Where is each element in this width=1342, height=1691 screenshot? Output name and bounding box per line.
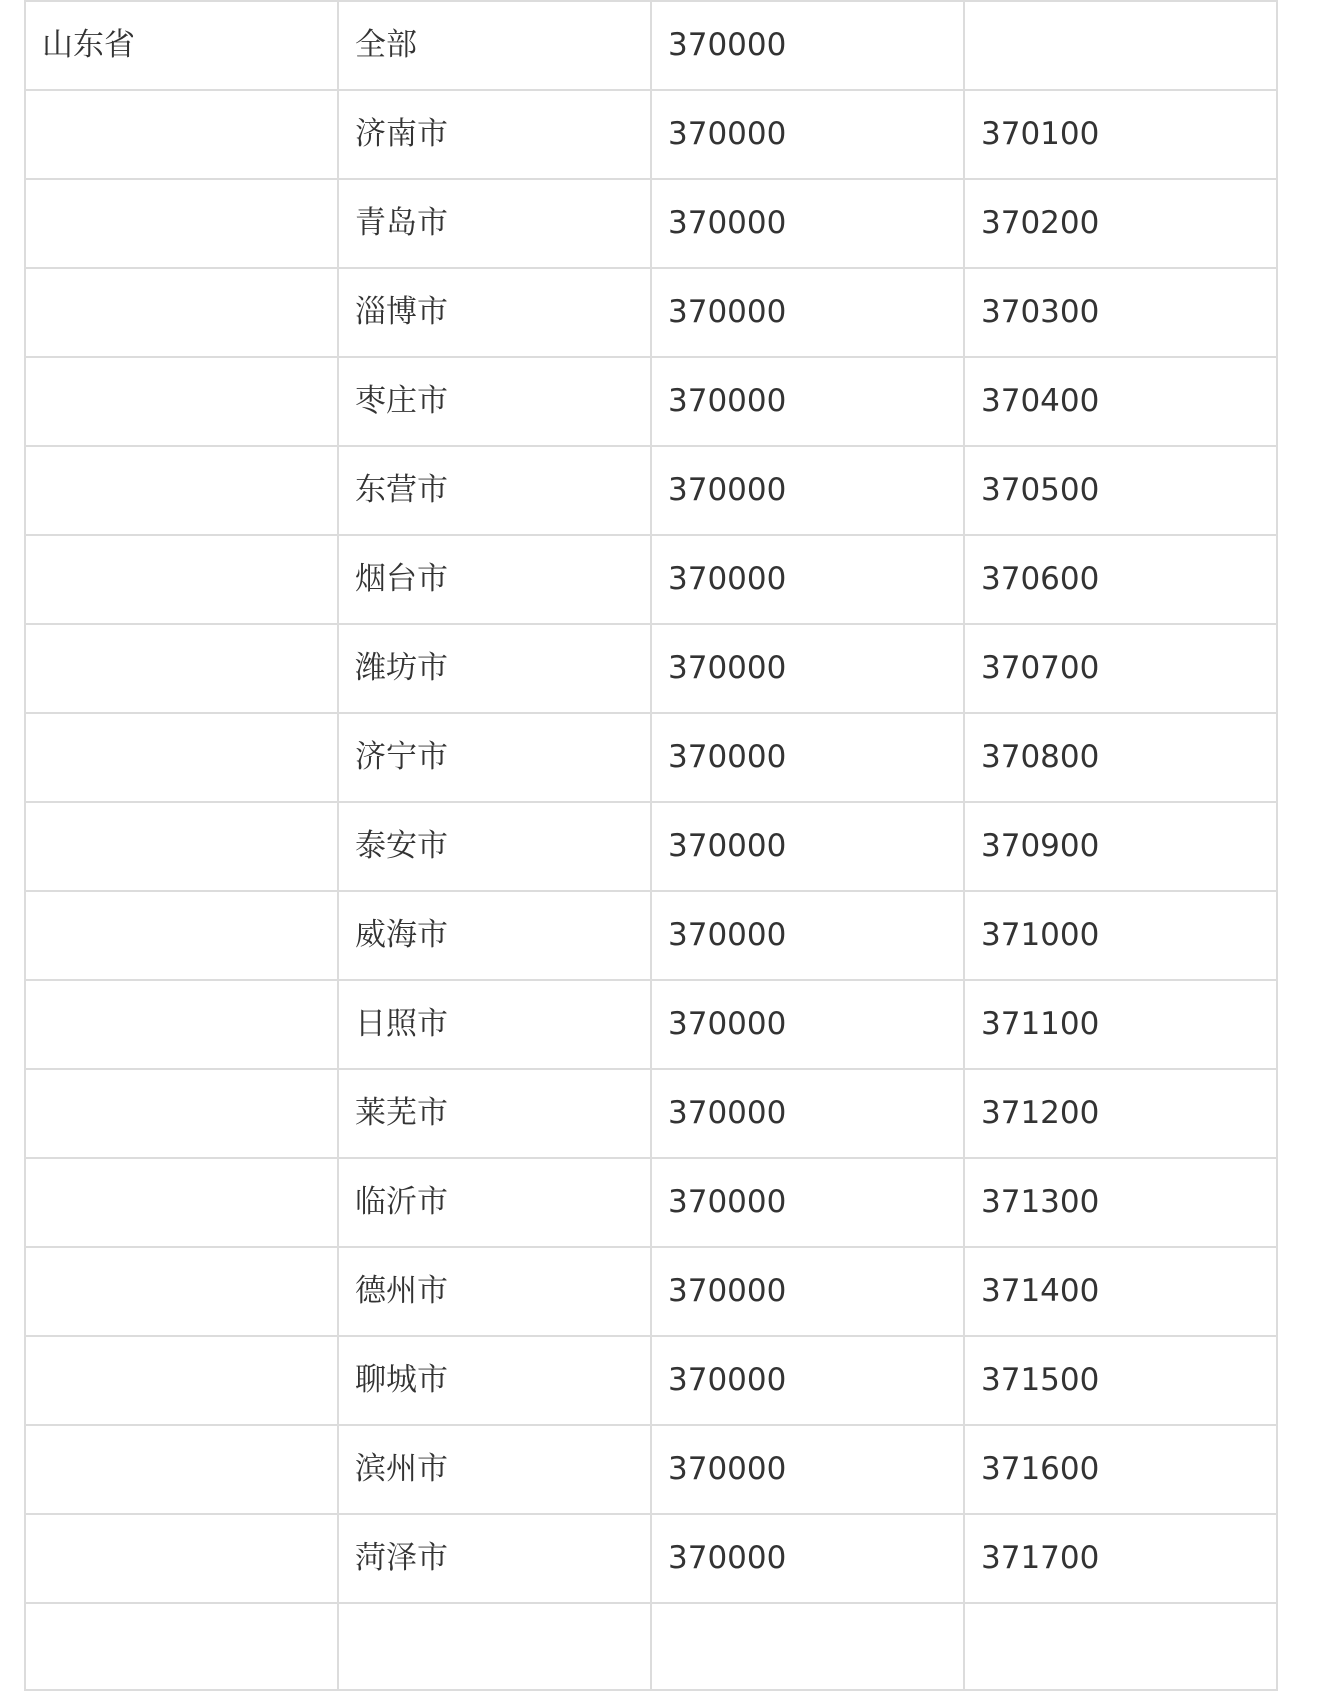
province-code-cell: 370000	[651, 1514, 964, 1603]
table-row	[25, 1158, 1277, 1247]
city-code-cell: 370500	[964, 446, 1277, 535]
table-row	[25, 1425, 1277, 1514]
province-code-cell: 370000	[651, 624, 964, 713]
table-row	[25, 357, 1277, 446]
city-cell: 威海市	[338, 891, 651, 980]
province-code-cell: 370000	[651, 1069, 964, 1158]
province-code-cell: 370000	[651, 1425, 964, 1514]
city-code-cell: 371500	[964, 1336, 1277, 1425]
city-code-cell: 371000	[964, 891, 1277, 980]
province-cell	[25, 179, 338, 268]
city-cell	[338, 1603, 651, 1690]
province-code-cell: 370000	[651, 891, 964, 980]
province-code-cell: 370000	[651, 1247, 964, 1336]
province-cell	[25, 535, 338, 624]
city-code-cell: 370300	[964, 268, 1277, 357]
province-cell	[25, 446, 338, 535]
table-row	[25, 891, 1277, 980]
city-cell: 潍坊市	[338, 624, 651, 713]
province-cell	[25, 1425, 338, 1514]
city-cell: 日照市	[338, 980, 651, 1069]
province-cell	[25, 1514, 338, 1603]
city-code-cell: 370900	[964, 802, 1277, 891]
province-cell	[25, 802, 338, 891]
province-code-cell: 370000	[651, 980, 964, 1069]
province-code-cell: 370000	[651, 179, 964, 268]
city-cell: 德州市	[338, 1247, 651, 1336]
city-cell: 济宁市	[338, 713, 651, 802]
city-cell: 全部	[338, 1, 651, 90]
table-row	[25, 980, 1277, 1069]
table-row	[25, 1069, 1277, 1158]
province-cell	[25, 891, 338, 980]
region-code-table	[24, 0, 1278, 1691]
table-row	[25, 268, 1277, 357]
city-cell: 青岛市	[338, 179, 651, 268]
city-code-cell: 371600	[964, 1425, 1277, 1514]
table-row	[25, 1247, 1277, 1336]
province-cell	[25, 713, 338, 802]
province-cell	[25, 1336, 338, 1425]
table-row	[25, 1514, 1277, 1603]
province-code-cell: 370000	[651, 1, 964, 90]
table-row	[25, 1, 1277, 90]
city-code-cell: 371700	[964, 1514, 1277, 1603]
province-code-cell: 370000	[651, 90, 964, 179]
province-cell	[25, 1069, 338, 1158]
city-cell: 莱芜市	[338, 1069, 651, 1158]
table-body	[25, 0, 1277, 1690]
city-cell: 济南市	[338, 90, 651, 179]
city-code-cell: 371100	[964, 980, 1277, 1069]
table-row	[25, 90, 1277, 179]
province-code-cell: 370000	[651, 713, 964, 802]
region-code-table-container	[24, 0, 1276, 1691]
city-code-cell: 370100	[964, 90, 1277, 179]
province-cell	[25, 357, 338, 446]
table-row	[25, 624, 1277, 713]
city-code-cell: 371300	[964, 1158, 1277, 1247]
province-code-cell: 370000	[651, 357, 964, 446]
province-cell	[25, 90, 338, 179]
city-cell: 淄博市	[338, 268, 651, 357]
province-cell	[25, 268, 338, 357]
table-row	[25, 802, 1277, 891]
city-cell: 东营市	[338, 446, 651, 535]
city-cell: 烟台市	[338, 535, 651, 624]
province-cell	[25, 1603, 338, 1690]
province-code-cell: 370000	[651, 268, 964, 357]
province-cell	[25, 980, 338, 1069]
city-code-cell: 370200	[964, 179, 1277, 268]
city-cell: 临沂市	[338, 1158, 651, 1247]
province-code-cell: 370000	[651, 1158, 964, 1247]
province-code-cell: 370000	[651, 1336, 964, 1425]
table-row	[25, 179, 1277, 268]
city-code-cell: 370700	[964, 624, 1277, 713]
province-code-cell: 370000	[651, 446, 964, 535]
province-cell	[25, 1158, 338, 1247]
province-cell	[25, 624, 338, 713]
table-row	[25, 1336, 1277, 1425]
province-code-cell: 370000	[651, 802, 964, 891]
table-row	[25, 446, 1277, 535]
city-code-cell	[964, 1603, 1277, 1690]
city-cell: 滨州市	[338, 1425, 651, 1514]
province-code-cell	[651, 1603, 964, 1690]
city-code-cell: 371400	[964, 1247, 1277, 1336]
city-cell: 菏泽市	[338, 1514, 651, 1603]
table-row	[25, 1603, 1277, 1690]
province-code-cell: 370000	[651, 535, 964, 624]
city-cell: 泰安市	[338, 802, 651, 891]
table-row	[25, 713, 1277, 802]
city-code-cell	[964, 1, 1277, 90]
city-cell: 枣庄市	[338, 357, 651, 446]
city-code-cell: 370400	[964, 357, 1277, 446]
city-code-cell: 370800	[964, 713, 1277, 802]
table-row	[25, 535, 1277, 624]
city-cell: 聊城市	[338, 1336, 651, 1425]
province-cell	[25, 1247, 338, 1336]
city-code-cell: 370600	[964, 535, 1277, 624]
city-code-cell: 371200	[964, 1069, 1277, 1158]
province-cell: 山东省	[25, 1, 338, 90]
